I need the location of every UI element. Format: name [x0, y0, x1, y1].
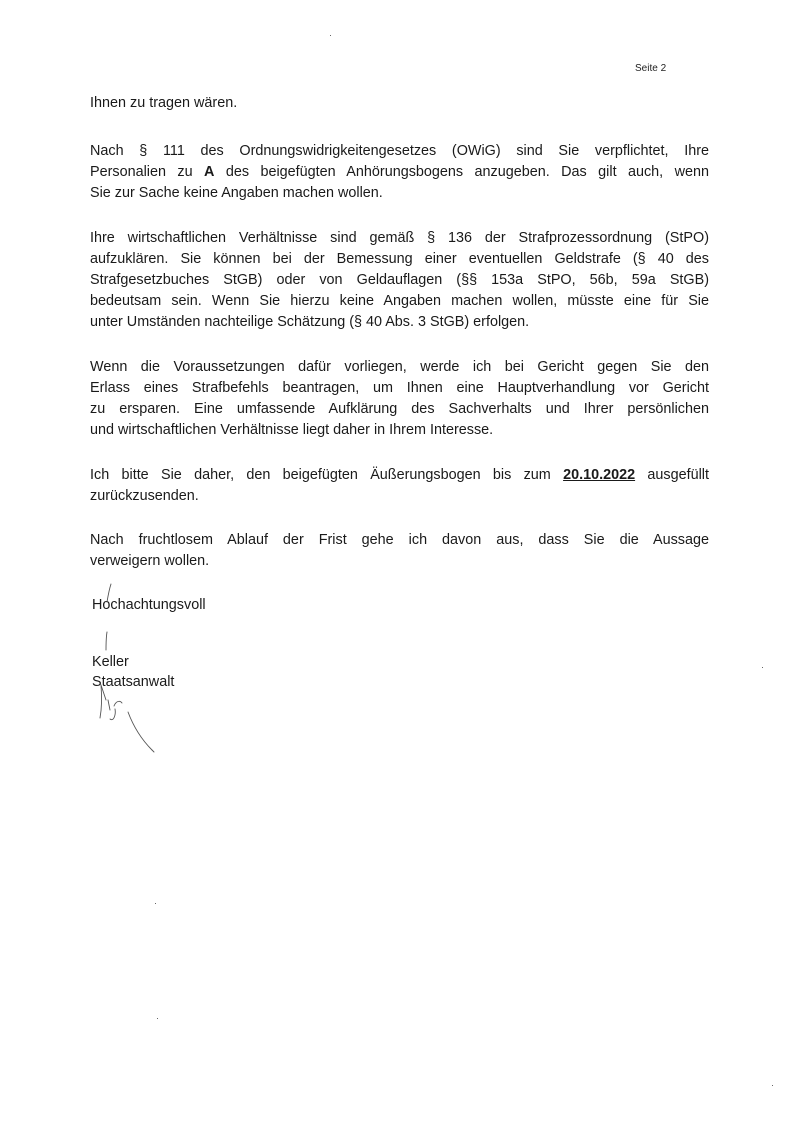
- scan-speck: [762, 667, 763, 668]
- closing-greeting: Hochachtungsvoll: [92, 597, 206, 613]
- scan-speck: [772, 1085, 773, 1086]
- section-letter-a: A: [204, 164, 215, 180]
- paragraph-line: Erlass eines Strafbefehls beantragen, um Ihnen eine Hauptverhandlung vor Gericht: [90, 380, 709, 396]
- handwritten-signature: [88, 582, 168, 762]
- text-fragment: ausgefüllt: [635, 467, 709, 483]
- scan-speck: [155, 903, 156, 904]
- paragraph-line: zurückzusenden.: [90, 488, 199, 504]
- paragraph-line: Strafgesetzbuches StGB) oder von Geldauflagen (§§ 153a StPO, 56b, 59a StGB): [90, 272, 709, 288]
- paragraph-line: aufzuklären. Sie können bei der Bemessung einer eventuellen Geldstrafe (§ 40 des: [90, 251, 709, 267]
- paragraph-line: Nach § 111 des Ordnungswidrigkeitengesetzes (OWiG) sind Sie verpflichtet, Ihre: [90, 143, 709, 159]
- paragraph-line: Ihre wirtschaftlichen Verhältnisse sind gemäß § 136 der Strafprozessordnung (StPO): [90, 230, 709, 246]
- paragraph-1: [90, 93, 709, 114]
- paragraph-line: Sie zur Sache keine Angaben machen wollen.: [90, 185, 383, 201]
- scan-speck: [330, 35, 331, 36]
- scan-speck: [157, 1018, 158, 1019]
- paragraph-line: [90, 465, 709, 486]
- text-fragment: des beigefügten Anhörungsbogens anzugeben. Das gilt auch, wenn: [214, 164, 709, 180]
- paragraph-line: unter Umständen nachteilige Schätzung (§ 40 Abs. 3 StGB) erfolgen.: [90, 314, 530, 330]
- paragraph-line: und wirtschaftlichen Verhältnisse liegt daher in Ihrem Interesse.: [90, 422, 494, 438]
- paragraph-deadline: [90, 465, 709, 507]
- text-fragment: Ich bitte Sie daher, den beigefügten Äußerungsbogen bis zum: [90, 467, 564, 483]
- paragraph-strafbefehl: [90, 357, 709, 441]
- paragraph-frist: [90, 530, 709, 572]
- paragraph-owig: [90, 141, 709, 204]
- paragraph-line: Nach fruchtlosem Ablauf der Frist gehe ich davon aus, dass Sie die Aussage: [90, 532, 709, 548]
- paragraph-line: verweigern wollen.: [90, 553, 210, 569]
- paragraph-line: Ihnen zu tragen wären.: [90, 95, 238, 111]
- deadline-date: 20.10.2022: [563, 467, 636, 483]
- paragraph-line: zu ersparen. Eine umfassende Aufklärung des Sachverhalts und Ihrer persönlichen: [90, 401, 709, 417]
- paragraph-stpo: [90, 228, 709, 333]
- paragraph-line: [90, 162, 709, 183]
- signer-title: Staatsanwalt: [92, 674, 175, 690]
- text-fragment: Personalien zu: [90, 164, 205, 180]
- page-number: Seite 2: [635, 63, 667, 74]
- signer-name: Keller: [92, 654, 129, 670]
- paragraph-line: Wenn die Voraussetzungen dafür vorliegen, werde ich bei Gericht gegen Sie den: [90, 359, 709, 375]
- paragraph-line: bedeutsam sein. Wenn Sie hierzu keine Angaben machen wollen, müsste eine für Sie: [90, 293, 709, 309]
